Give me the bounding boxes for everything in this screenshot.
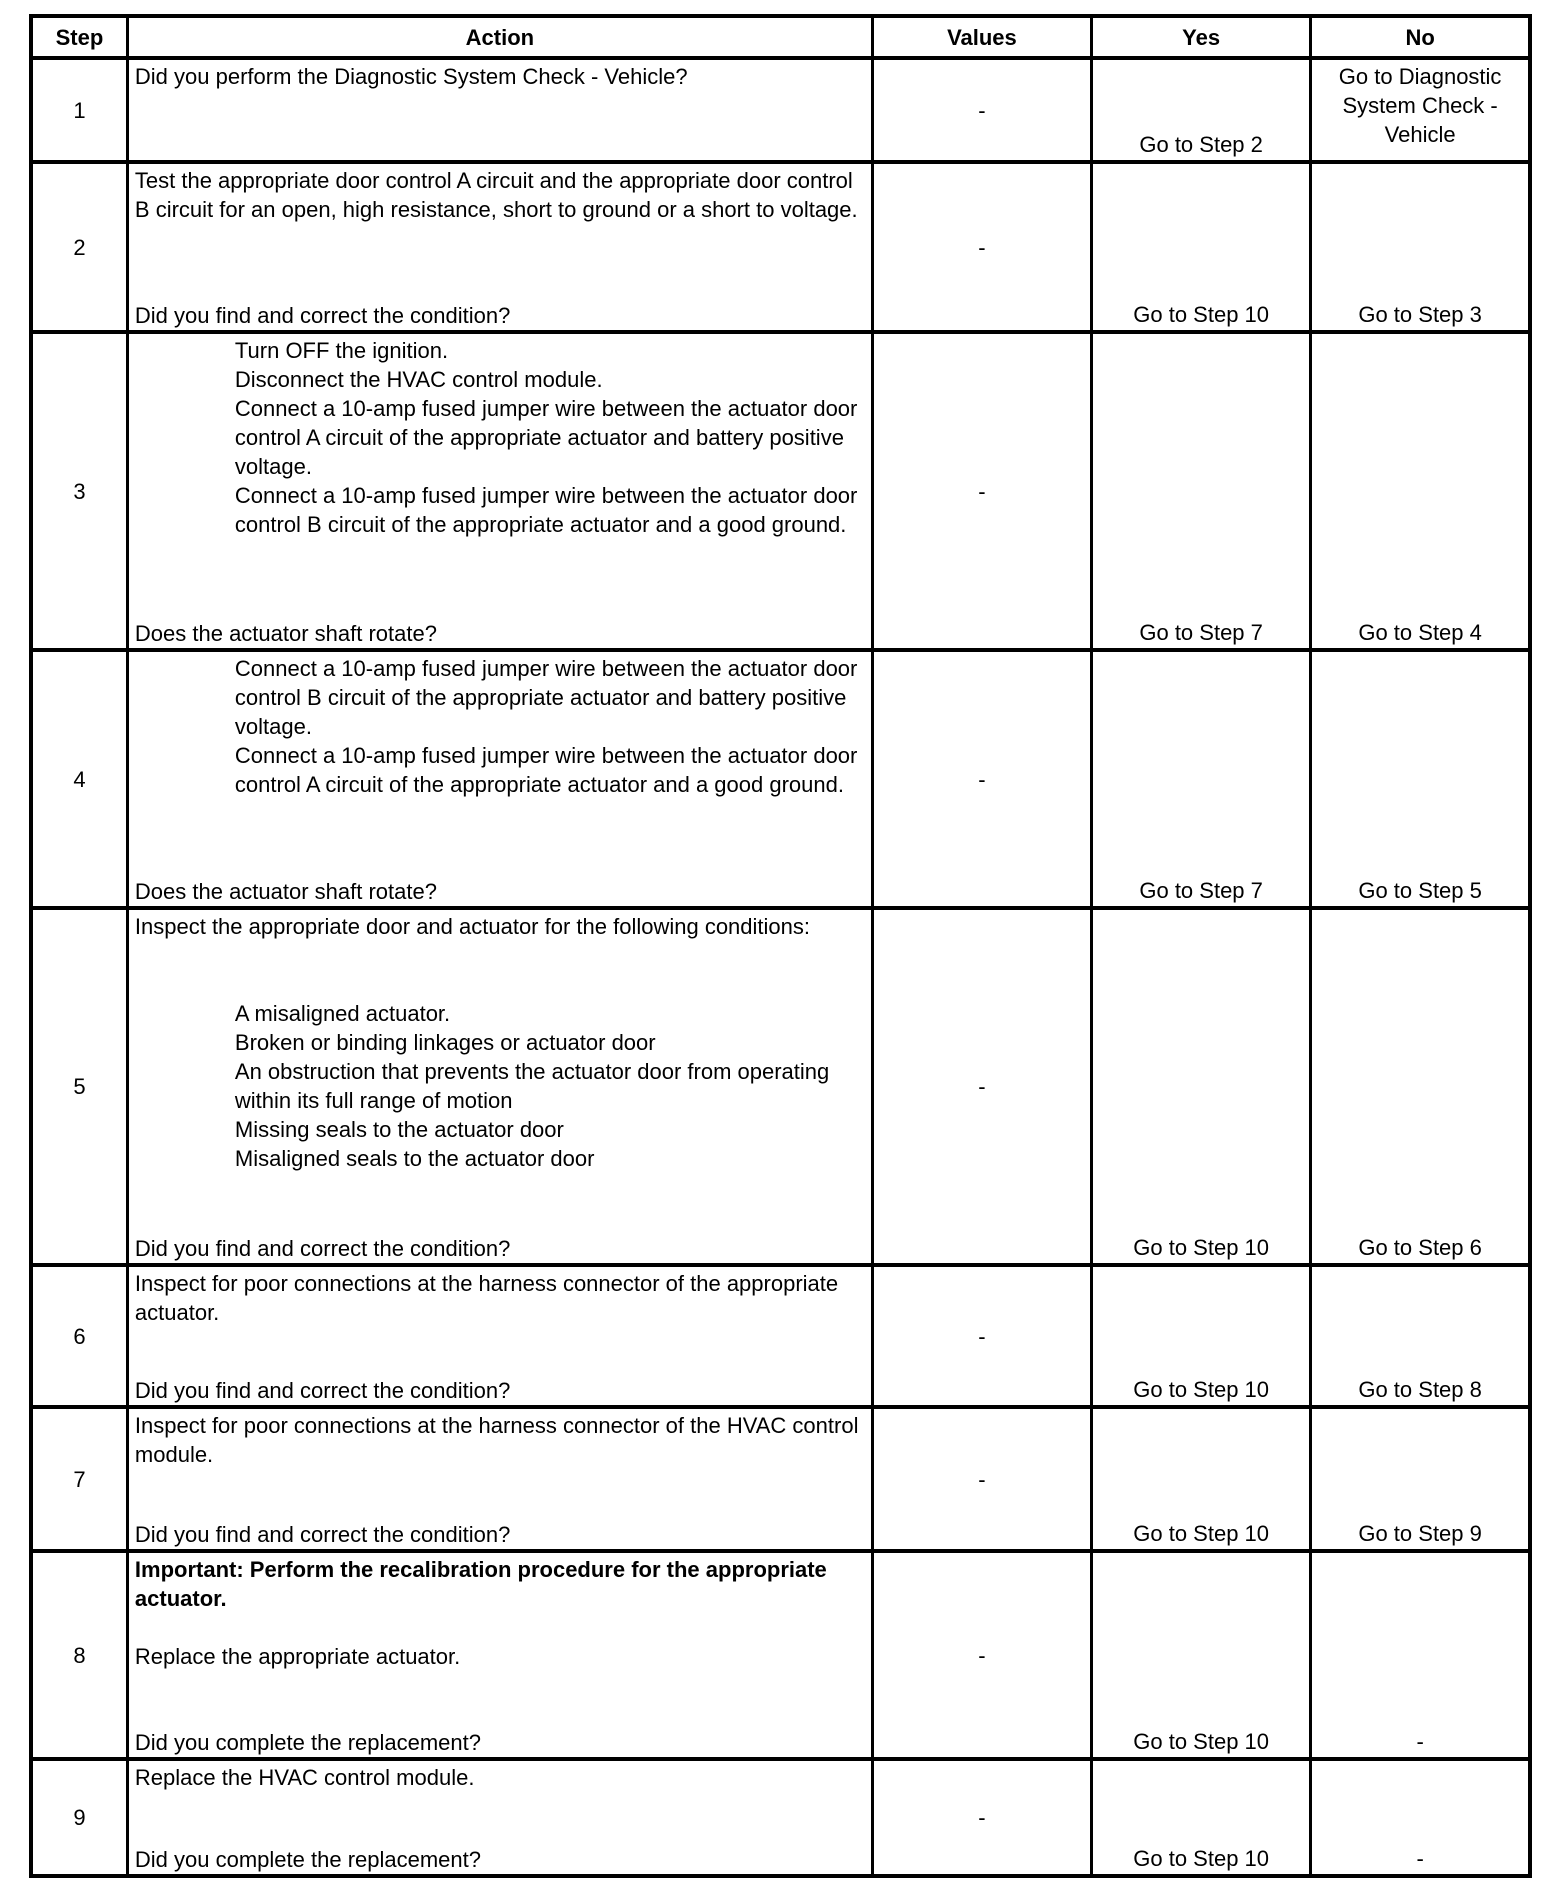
action-bullet: Broken or binding linkages or actuator door [234,1030,656,1055]
action-bullet: Connect a 10-amp fused jumper wire between the actuator door control B circuit of the appropriate actuator and battery positive voltage. [234,656,858,739]
action-bullet: An obstruction that prevents the actuator door from operating within its full range of motion [234,1059,830,1113]
no-cell [1311,1759,1530,1876]
action-instructions [135,166,867,224]
no-result: - [1416,1729,1424,1754]
values-cell: - [872,650,1091,908]
yes-result: Go to Step 10 [1133,1377,1270,1402]
action-content [129,164,871,330]
action-cell [127,1551,872,1759]
header-no: No [1311,16,1530,58]
no-cell [1311,1551,1530,1759]
no-cell [1311,908,1530,1265]
action-text: Replace the appropriate actuator. [134,1644,461,1669]
values-cell: - [872,58,1091,162]
action-question: Did you find and correct the condition? [134,303,511,328]
action-question: Did you find and correct the condition? [134,1522,511,1547]
action-bullet: Connect a 10-amp fused jumper wire between the actuator door control B circuit of the appropriate actuator and a good ground. [234,483,858,537]
no-cell [1311,162,1530,332]
table-row [31,1759,1530,1876]
action-content [129,334,871,648]
header-step: Step [31,16,127,58]
table-body [31,58,1530,1876]
step-number: 9 [31,1759,127,1876]
yes-cell [1092,1551,1311,1759]
yes-result: Go to Step 7 [1139,878,1263,903]
no-cell [1311,1407,1530,1551]
table-row [31,650,1530,908]
action-content [129,1409,871,1549]
action-content [129,1267,871,1405]
action-content [129,60,871,160]
action-instructions [135,1555,867,1671]
values-cell: - [872,1407,1091,1551]
header-yes: Yes [1092,16,1311,58]
action-bullet: Connect a 10-amp fused jumper wire between the actuator door control A circuit of the appropriate actuator and battery positive voltage. [234,396,858,479]
diagnostic-table [29,14,1532,1878]
action-bullet: Turn OFF the ignition. [234,338,449,363]
action-content [129,652,871,906]
action-instructions [135,1763,867,1792]
action-cell [127,162,872,332]
no-result: Go to Step 3 [1358,302,1482,327]
yes-cell [1092,162,1311,332]
values-cell: - [872,332,1091,650]
step-number: 1 [31,58,127,162]
header-row [31,16,1530,58]
table-row [31,1265,1530,1407]
no-result: Go to Step 8 [1358,1377,1482,1402]
yes-result: Go to Step 7 [1139,620,1263,645]
step-number: 6 [31,1265,127,1407]
action-question: Did you complete the replacement? [134,1730,481,1755]
yes-cell [1092,1407,1311,1551]
action-question: Did you find and correct the condition? [134,1378,511,1403]
action-question: Did you complete the replacement? [134,1847,481,1872]
table-row [31,58,1530,162]
action-cell [127,1759,872,1876]
action-bullet: Missing seals to the actuator door [234,1117,564,1142]
action-bullet: Misaligned seals to the actuator door [234,1146,595,1171]
yes-cell [1092,1265,1311,1407]
table-row [31,1551,1530,1759]
yes-cell [1092,332,1311,650]
values-cell: - [872,908,1091,1265]
header-values: Values [872,16,1091,58]
step-number: 5 [31,908,127,1265]
action-bullet: A misaligned actuator. [234,1001,451,1026]
values-cell: - [872,162,1091,332]
action-instructions [135,912,867,1173]
action-text: Inspect for poor connections at the harness connector of the HVAC control module. [134,1413,859,1467]
step-number: 4 [31,650,127,908]
values-cell: - [872,1759,1091,1876]
step-number: 2 [31,162,127,332]
action-instructions [135,1411,867,1469]
values-cell: - [872,1551,1091,1759]
action-instructions [135,1269,867,1327]
action-cell [127,908,872,1265]
action-bullet: Connect a 10-amp fused jumper wire between the actuator door control A circuit of the appropriate actuator and a good ground. [234,743,858,797]
yes-result: Go to Step 10 [1133,1729,1270,1754]
action-content [129,910,871,1263]
yes-cell [1092,1759,1311,1876]
step-number: 7 [31,1407,127,1551]
action-cell [127,650,872,908]
action-text: Replace the HVAC control module. [134,1765,475,1790]
no-cell [1311,1265,1530,1407]
action-question: Did you find and correct the condition? [134,1236,511,1261]
no-result: Go to Diagnostic System Check - Vehicle [1338,64,1502,147]
header-action: Action [127,16,872,58]
yes-cell [1092,650,1311,908]
no-result: Go to Step 6 [1358,1235,1482,1260]
action-text: Test the appropriate door control A circuit and the appropriate door control B circuit for an open, high resistance, short to ground or a short to voltage. [134,168,858,222]
yes-result: Go to Step 10 [1133,1235,1270,1260]
action-text: Inspect for poor connections at the harness connector of the appropriate actuator. [134,1271,839,1325]
table-row [31,1407,1530,1551]
table-row [31,162,1530,332]
yes-result: Go to Step 10 [1133,302,1270,327]
action-cell [127,1265,872,1407]
no-result: Go to Step 5 [1358,878,1482,903]
action-bullet: Disconnect the HVAC control module. [234,367,603,392]
values-cell: - [872,1265,1091,1407]
step-number: 3 [31,332,127,650]
no-result: - [1416,1846,1424,1871]
no-cell [1311,332,1530,650]
no-cell [1311,650,1530,908]
yes-cell [1092,58,1311,162]
action-cell [127,1407,872,1551]
action-question: Does the actuator shaft rotate? [134,879,437,904]
action-cell [127,58,872,162]
table-row [31,908,1530,1265]
no-cell [1311,58,1530,162]
action-text: Important: Perform the recalibration procedure for the appropriate actuator. [134,1557,827,1611]
yes-result: Go to Step 10 [1133,1521,1270,1546]
yes-result: Go to Step 2 [1139,132,1263,157]
action-instructions [135,654,867,799]
action-content [129,1761,871,1874]
action-cell [127,332,872,650]
no-result: Go to Step 4 [1358,620,1482,645]
no-result: Go to Step 9 [1358,1521,1482,1546]
action-content [129,1553,871,1757]
action-text: Did you perform the Diagnostic System Check - Vehicle? [134,64,688,89]
action-instructions [135,62,867,91]
step-number: 8 [31,1551,127,1759]
action-text: Inspect the appropriate door and actuator for the following conditions: [134,914,810,939]
table-row [31,332,1530,650]
action-question: Does the actuator shaft rotate? [134,621,437,646]
yes-cell [1092,908,1311,1265]
action-instructions [135,336,867,539]
yes-result: Go to Step 10 [1133,1846,1270,1871]
